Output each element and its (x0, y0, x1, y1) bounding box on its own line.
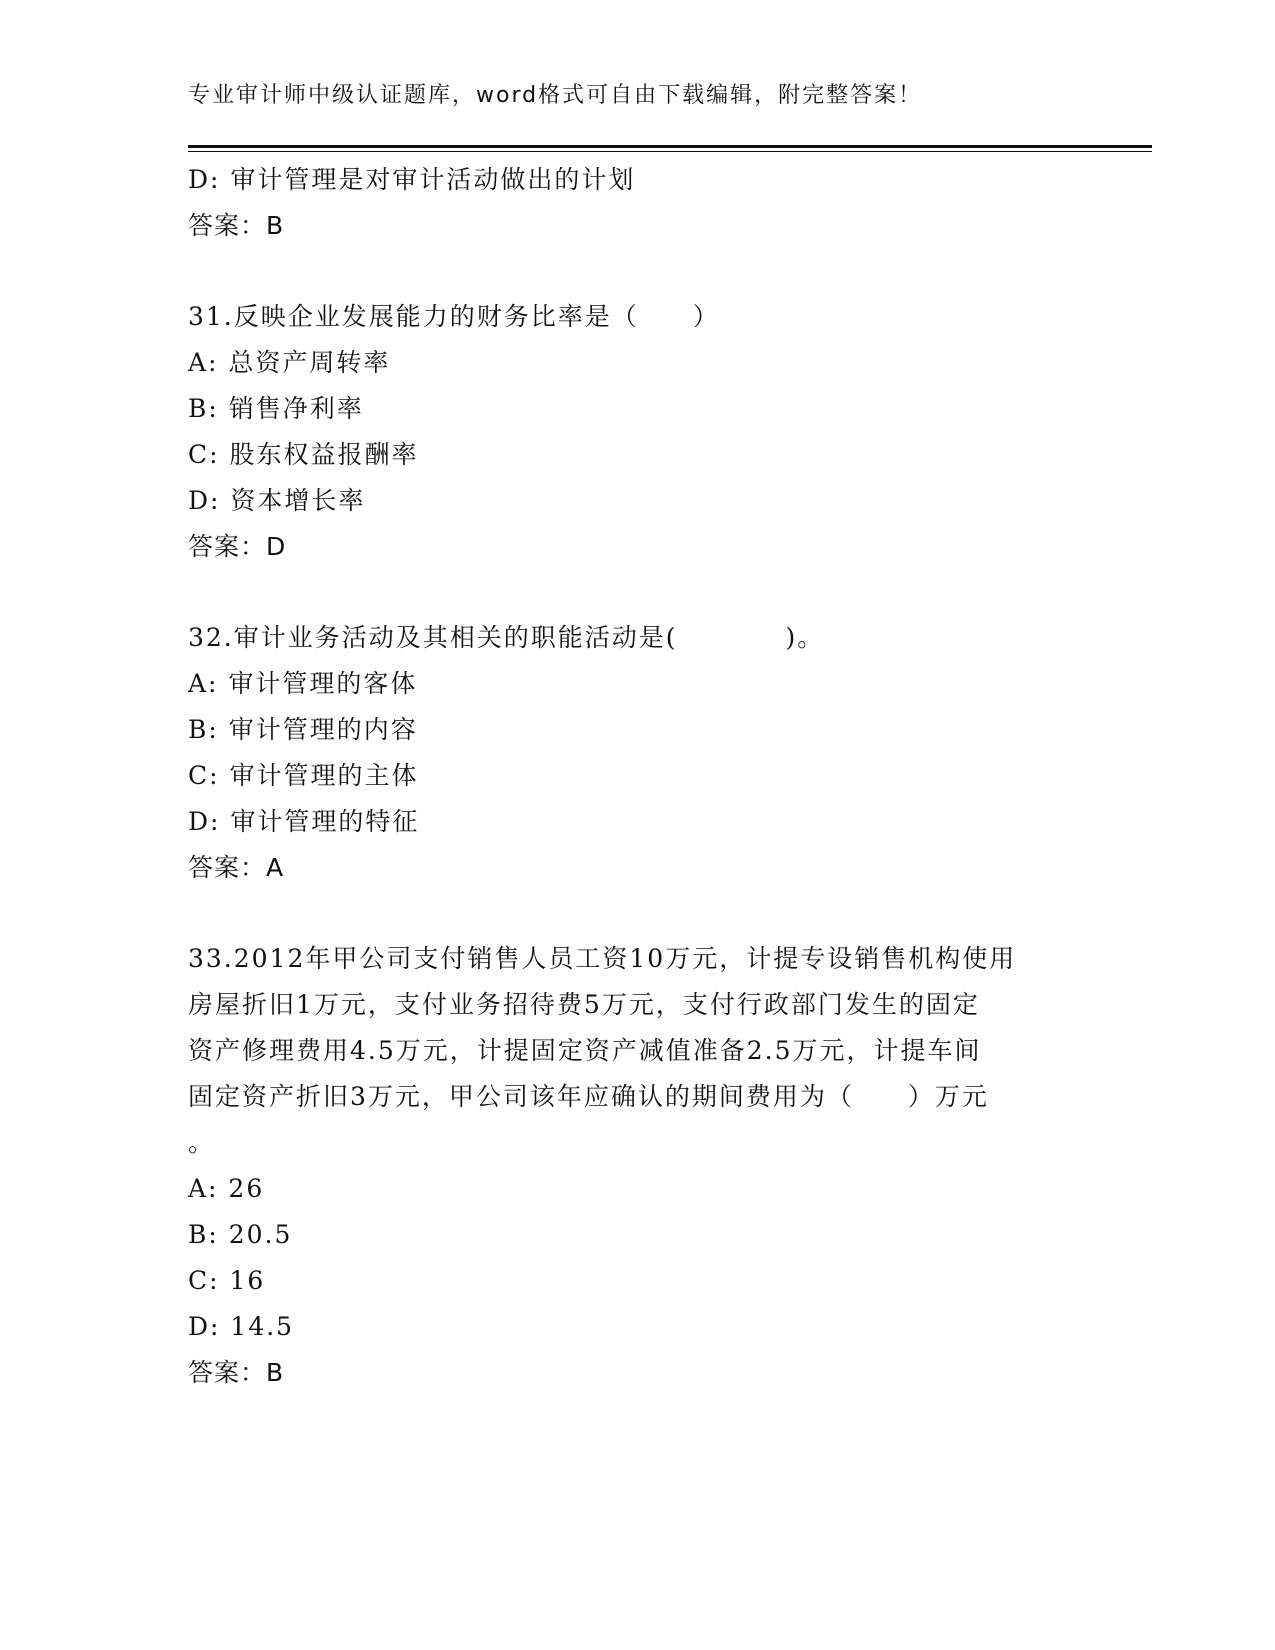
page-header: 专业审计师中级认证题库，word格式可自由下载编辑，附完整答案！ (188, 83, 923, 108)
q31-option-a: A: 总资产周转率 (188, 348, 391, 377)
q32-answer: 答案：A (188, 853, 285, 882)
header-rule-thick (188, 145, 1152, 148)
q33-stem-line-4: 固定资产折旧3万元，甲公司该年应确认的期间费用为（ ）万元 (188, 1082, 989, 1111)
q33-stem-line-5: 。 (188, 1128, 216, 1157)
q31-answer: 答案：D (188, 532, 287, 561)
q33-option-d: D: 14.5 (188, 1312, 295, 1341)
spacer (188, 891, 1088, 936)
q32-option-a: A: 审计管理的客体 (188, 669, 418, 698)
q31-stem: 31.反映企业发展能力的财务比率是（ ） (188, 302, 720, 331)
q33-option-b: B: 20.5 (188, 1220, 293, 1249)
header-rule-thin (188, 151, 1152, 152)
spacer (188, 570, 1088, 615)
q32-stem: 32.审计业务活动及其相关的职能活动是( )。 (188, 623, 825, 652)
q32-option-d: D: 审计管理的特征 (188, 807, 420, 836)
q31-option-d: D: 资本增长率 (188, 486, 366, 515)
question-content (188, 157, 1088, 1396)
prev-answer: 答案：B (188, 211, 285, 240)
q33-answer: 答案：B (188, 1358, 285, 1387)
q31-option-b: B: 销售净利率 (188, 394, 364, 423)
q31-option-c: C: 股东权益报酬率 (188, 440, 419, 469)
q33-stem-line-1: 33.2012年甲公司支付销售人员工资10万元，计提专设销售机构使用 (188, 944, 1017, 973)
q33-stem-line-2: 房屋折旧1万元，支付业务招待费5万元，支付行政部门发生的固定 (188, 990, 980, 1019)
q33-stem-line-3: 资产修理费用4.5万元，计提固定资产减值准备2.5万元，计提车间 (188, 1036, 982, 1065)
q32-option-c: C: 审计管理的主体 (188, 761, 419, 790)
q32-option-b: B: 审计管理的内容 (188, 715, 418, 744)
spacer (188, 249, 1088, 294)
q33-option-a: A: 26 (188, 1174, 265, 1203)
prev-option-d: D: 审计管理是对审计活动做出的计划 (188, 165, 636, 194)
q33-option-c: C: 16 (188, 1266, 266, 1295)
